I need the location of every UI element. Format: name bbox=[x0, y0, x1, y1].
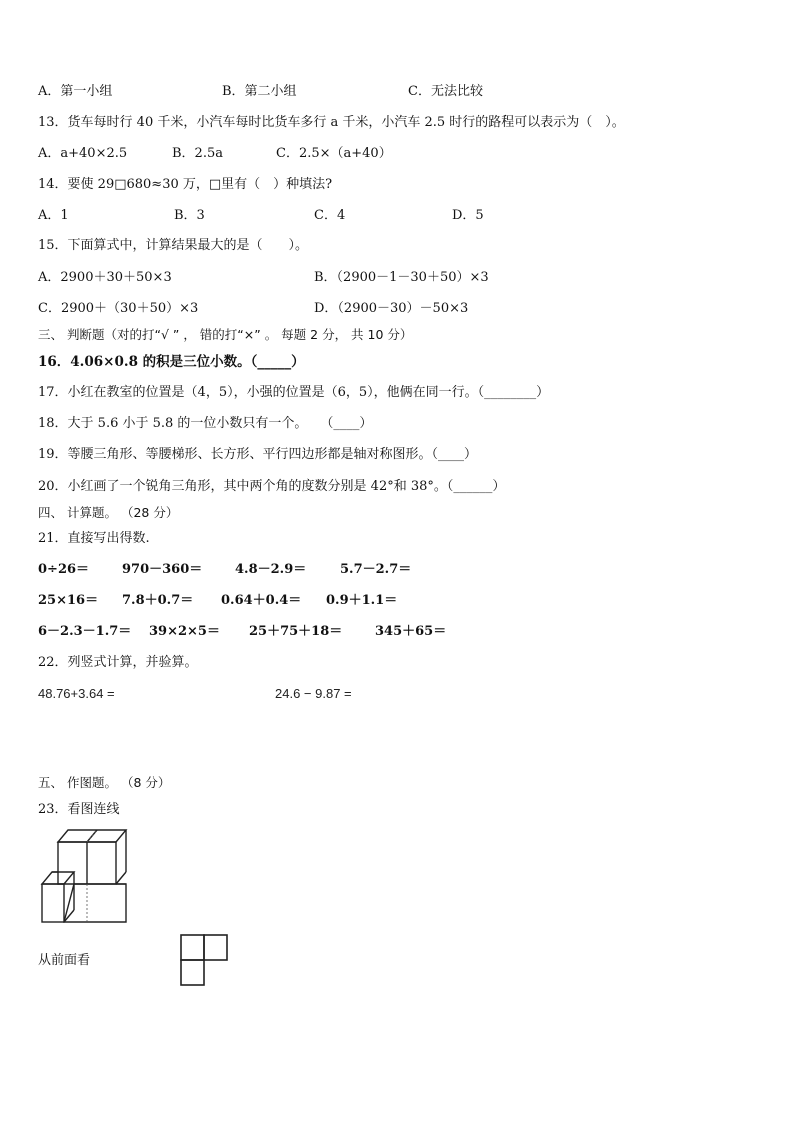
q15-option-b: B．（2900－1－30＋50）×3 bbox=[314, 270, 489, 285]
front-view-figure bbox=[178, 932, 230, 988]
q22-stem: 22．列竖式计算，并验算。 bbox=[38, 655, 198, 670]
q15-option-c: C．2900＋（30＋50）×3 bbox=[38, 301, 199, 316]
q21-expr: 25＋75＋18＝ bbox=[249, 624, 343, 639]
q16: 16．4.06×0.8 的积是三位小数。（_____） bbox=[38, 354, 305, 370]
q21-expr: 345＋65＝ bbox=[375, 624, 447, 639]
q21-stem: 21．直接写出得数. bbox=[38, 531, 150, 546]
section-5-heading: 五、 作图题。 （8 分） bbox=[38, 775, 171, 790]
cube-stack-figure bbox=[36, 826, 132, 926]
q14-option-b: B．3 bbox=[174, 208, 205, 223]
q21-expr: 25×16＝ bbox=[38, 593, 99, 608]
q15-stem: 15．下面算式中，计算结果最大的是（ ）。 bbox=[38, 238, 309, 253]
q18: 18．大于 5.6 小于 5.8 的一位小数只有一个。 （____） bbox=[38, 416, 373, 431]
q14-stem: 14．要使 29□680≈30 万，□里有（ ）种填法? bbox=[38, 177, 333, 192]
q21-expr: 6－2.3－1.7＝ bbox=[38, 624, 132, 639]
q14-option-c: C．4 bbox=[314, 208, 346, 223]
q22-expression-1: 48.76+3.64 = bbox=[38, 686, 115, 701]
q21-expr: 0.64＋0.4＝ bbox=[221, 593, 302, 608]
q21-expr: 0.9＋1.1＝ bbox=[326, 593, 398, 608]
q21-expr: 4.8－2.9＝ bbox=[235, 562, 307, 577]
q12-option-c: C．无法比较 bbox=[408, 84, 483, 99]
q13-option-a: A．a+40×2.5 bbox=[38, 146, 128, 161]
q12-option-b: B．第二小组 bbox=[222, 84, 297, 99]
q21-expr: 5.7－2.7＝ bbox=[340, 562, 412, 577]
view-label: 从前面看 bbox=[38, 953, 91, 968]
q13-stem: 13．货车每时行 40 千米，小汽车每时比货车多行 a 千米，小汽车 2.5 时行的路程可以表示为（ ）。 bbox=[38, 115, 625, 130]
q15-option-d: D．（2900－30）－50×3 bbox=[314, 301, 469, 316]
q17: 17．小红在教室的位置是（4，5），小强的位置是（6，5），他俩在同一行。（________） bbox=[38, 385, 550, 400]
q14-option-d: D．5 bbox=[452, 208, 484, 223]
q14-option-a: A．1 bbox=[38, 208, 69, 223]
q20: 20．小红画了一个锐角三角形，其中两个角的度数分别是 42°和 38°。（______） bbox=[38, 479, 506, 494]
section-3-heading: 三、 判断题（对的打“√ ” ， 错的打“×” 。 每题 2 分， 共 10 分） bbox=[38, 327, 413, 342]
q22-expression-2: 24.6 − 9.87 = bbox=[275, 686, 352, 701]
section-4-heading: 四、 计算题。 （28 分） bbox=[38, 505, 179, 520]
q21-expr: 7.8＋0.7＝ bbox=[122, 593, 194, 608]
q21-expr: 0÷26＝ bbox=[38, 562, 90, 577]
q13-option-c: C．2.5×（a+40） bbox=[276, 146, 392, 161]
q13-option-b: B．2.5a bbox=[172, 146, 223, 161]
q23-stem: 23．看图连线 bbox=[38, 802, 120, 817]
q19: 19．等腰三角形、等腰梯形、长方形、平行四边形都是轴对称图形。（____） bbox=[38, 447, 478, 462]
q21-expr: 39×2×5＝ bbox=[149, 624, 220, 639]
q21-expr: 970－360＝ bbox=[122, 562, 203, 577]
q12-option-a: A．第一小组 bbox=[38, 84, 113, 99]
q15-option-a: A．2900＋30＋50×3 bbox=[38, 270, 172, 285]
